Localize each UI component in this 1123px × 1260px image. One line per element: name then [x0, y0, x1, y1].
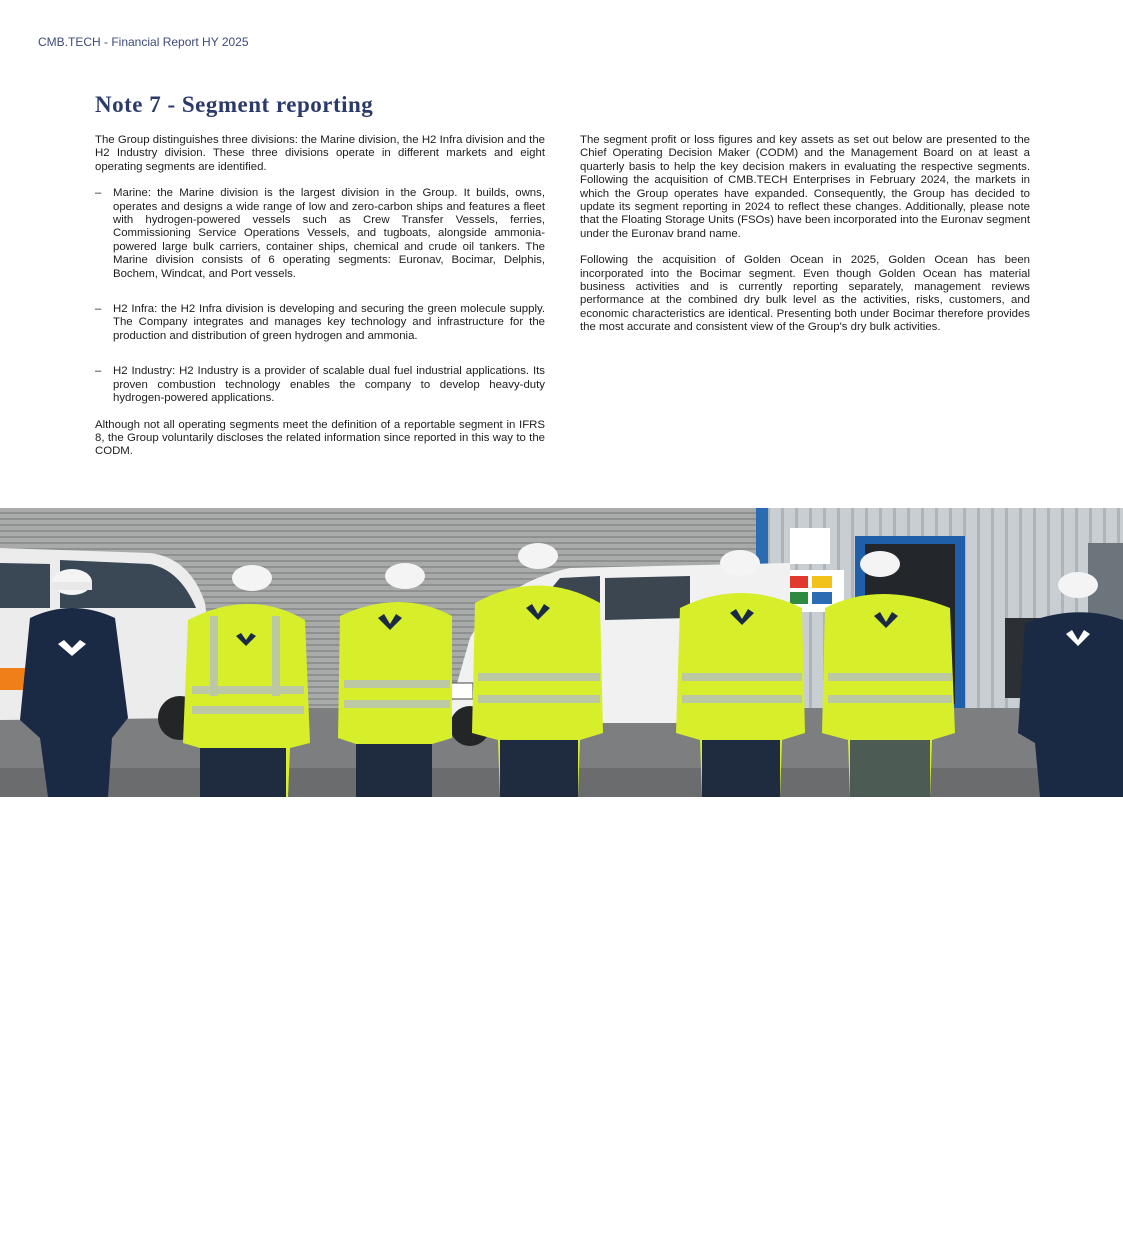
right-column — [580, 134, 1030, 335]
division-list — [95, 187, 545, 405]
note-title: Note 7 - Segment reporting — [95, 92, 374, 117]
division-h2-industry: – H2 Industry: H2 Industry is a provider of scalable dual fuel industrial applications. Its proven combustion technology enables the company to develop heavy-duty hydrogen-powered applications. — [95, 365, 545, 405]
golden-ocean-paragraph: Following the acquisition of Golden Ocean in 2025, Golden Ocean has been incorporated into the Bocimar segment. Even though Golden Ocean has material business activities and is currently reporting separately, management reviews performance at the combined dry bulk level as the activities, risks, customers, and economic characteristics are identical. Presenting both under Bocimar therefore provides the most accurate and consistent view of the Group's dry bulk activities. — [580, 254, 1030, 334]
division-h2-infra: – H2 Infra: the H2 Infra division is developing and securing the green molecule supply. The Company integrates and manages key technology and infrastructure for the production and distribution of green hydrogen and ammonia. — [95, 303, 545, 343]
team-photo-illustration — [0, 508, 1123, 797]
closing-paragraph: Although not all operating segments meet the definition of a reportable segment in IFRS 8, the Group voluntarily discloses the related information since reported in this way to the CODM. — [95, 418, 545, 458]
team-photo — [0, 508, 1123, 1260]
report-header: CMB.TECH - Financial Report HY 2025 — [38, 35, 249, 49]
codm-paragraph: The segment profit or loss figures and key assets as set out below are presented to the Chief Operating Decision Maker (CODM) and the Management Board on at least a quarterly basis to help the key decision makers in evaluating the respective segments. Following the acquisition of CMB.TECH Enterprises in February 2024, the markets in which the Group operates have expanded. Consequently, the Group has decided to update its segment reporting in 2024 to reflect these changes. Additionally, please note that the Floating Storage Units (FSOs) have been incorporated into the Euronav segment under the Euronav brand name. — [580, 134, 1030, 240]
page-number: 18 — [38, 1246, 52, 1260]
left-column — [95, 134, 545, 459]
intro-paragraph: The Group distinguishes three divisions: the Marine division, the H2 Infra division and the H2 Industry division. These three divisions operate in different markets and eight operating segments are identified. — [95, 134, 545, 173]
division-marine: – Marine: the Marine division is the largest division in the Group. It builds, owns, operates and designs a wide range of low and zero-carbon ships and features a fleet with hydrogen-powered vessels such as Crew Transfer Vessels, ferries, Commissioning Service Operations Vessels, and tugboats, alongside ammonia-powered large bulk carriers, container ships, chemical and crude oil tankers. The Marine division consists of 6 operating segments: Euronav, Bocimar, Delphis, Bochem, Windcat, and Port vessels. — [95, 187, 545, 281]
